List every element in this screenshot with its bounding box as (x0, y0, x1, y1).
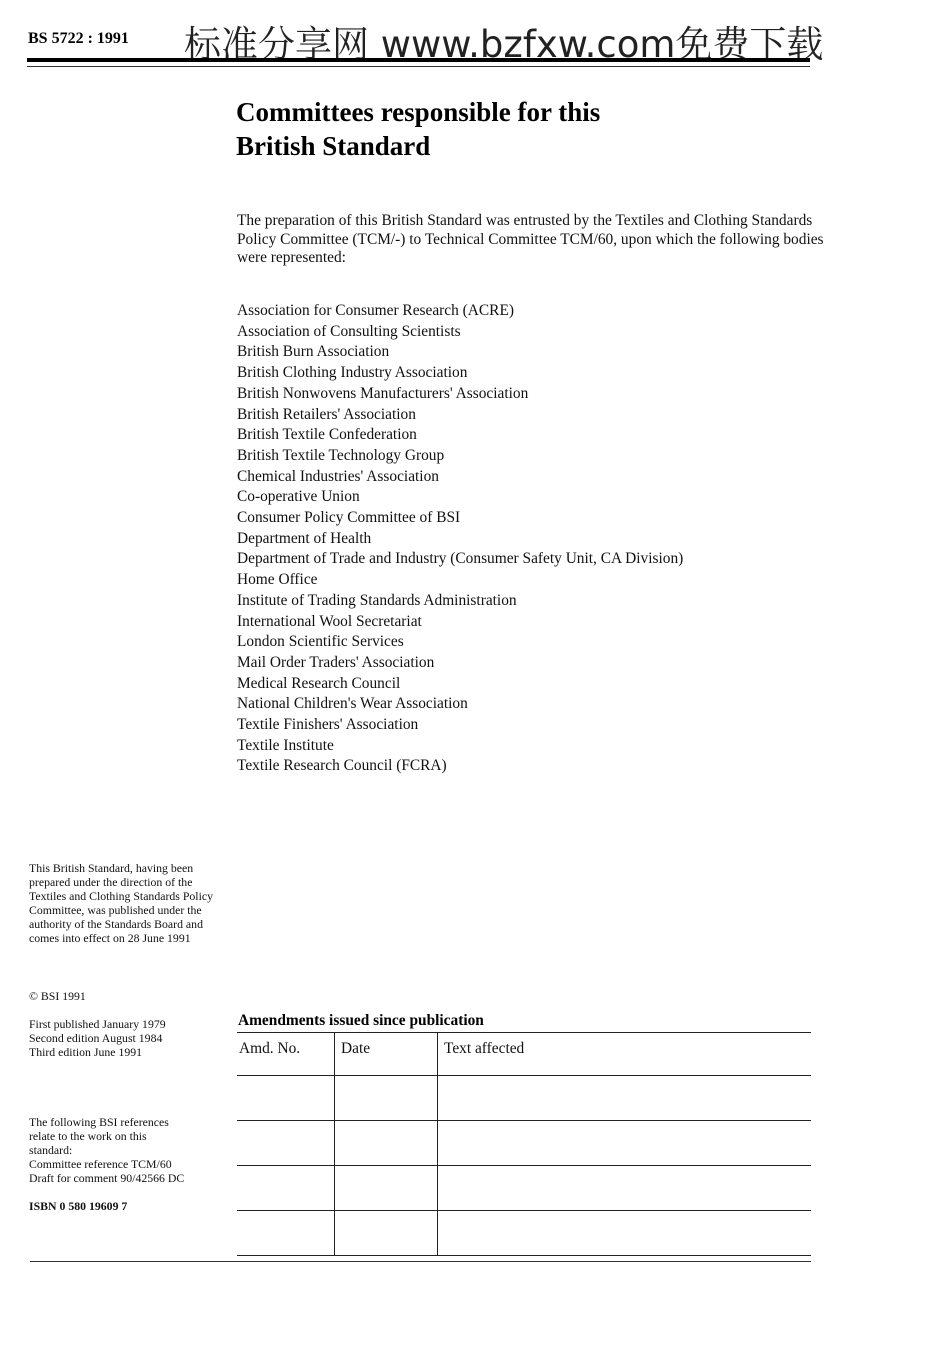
text-affected-cell (438, 1076, 812, 1121)
list-item: Consumer Policy Committee of BSI (237, 509, 461, 527)
list-item: Medical Research Council (237, 674, 401, 692)
watermark-download-text: 免费下载 (675, 23, 824, 66)
reference-line: relate to the work on this (29, 1129, 147, 1143)
edition-line: Third edition June 1991 (29, 1045, 143, 1059)
header-rule (27, 58, 810, 62)
table-row (237, 1121, 811, 1166)
column-header-date: Date (335, 1033, 438, 1076)
amendments-table (237, 1032, 811, 1256)
page-title (236, 95, 796, 163)
approval-note: This British Standard, having been prepared under the direction of the Textiles and Clothing Standards Policy Committee, was published under the authority of the Standards Board and comes into effect on 28 June 1991 (29, 861, 213, 945)
list-item: London Scientific Services (237, 633, 404, 651)
header-rule-thin (27, 66, 810, 67)
footer-rule (30, 1261, 811, 1262)
intro-paragraph: The preparation of this British Standard was entrusted by the Textiles and Clothing Standards Policy Committee (TCM/-) to Technical Committee TCM/60, upon which the following bodies were represented: (237, 212, 824, 266)
represented-bodies-list (237, 301, 837, 777)
reference-line: Committee reference TCM/60 (29, 1157, 172, 1171)
amendments-header-row (237, 1033, 811, 1076)
list-item: Co-operative Union (237, 488, 360, 506)
list-item: Mail Order Traders' Association (237, 653, 435, 671)
list-item: Chemical Industries' Association (237, 467, 439, 485)
list-item: Department of Health (237, 529, 372, 547)
reference-line: Draft for comment 90/42566 DC (29, 1171, 185, 1185)
reference-line: The following BSI references (29, 1115, 169, 1129)
date-cell (335, 1121, 438, 1166)
date-cell (335, 1076, 438, 1121)
date-cell (335, 1166, 438, 1211)
watermark-url: www.bzfxw.com (380, 23, 676, 66)
amendments-title: Amendments issued since publication (238, 1012, 484, 1029)
watermark-site-name: 标准分享网 (184, 23, 381, 66)
list-item: Association of Consulting Scientists (237, 322, 461, 340)
list-item: Department of Trade and Industry (Consumer Safety Unit, CA Division) (237, 550, 684, 568)
list-item: British Textile Confederation (237, 426, 417, 444)
reference-line: standard: (29, 1143, 73, 1157)
text-affected-cell (438, 1121, 812, 1166)
amd-no-cell (237, 1211, 335, 1256)
text-affected-cell (438, 1166, 812, 1211)
column-header-amd-no: Amd. No. (237, 1033, 335, 1076)
isbn: ISBN 0 580 19609 7 (29, 1199, 128, 1213)
page-title-line-1: Committees responsible for this (236, 97, 601, 127)
list-item: British Burn Association (237, 343, 390, 361)
table-row (237, 1076, 811, 1121)
list-item: British Nonwovens Manufacturers' Association (237, 384, 529, 402)
list-item: Association for Consumer Research (ACRE) (237, 302, 514, 319)
standard-number: BS 5722 : 1991 (28, 30, 129, 47)
copyright-notice: © BSI 1991 (29, 989, 86, 1003)
edition-line: Second edition August 1984 (29, 1031, 163, 1045)
table-row (237, 1166, 811, 1211)
list-item: British Clothing Industry Association (237, 364, 468, 382)
column-header-text-affected: Text affected (438, 1033, 812, 1076)
amd-no-cell (237, 1121, 335, 1166)
bsi-references (29, 1115, 229, 1185)
list-item: British Textile Technology Group (237, 446, 445, 464)
list-item: International Wool Secretariat (237, 612, 422, 630)
list-item: British Retailers' Association (237, 405, 416, 423)
page-title-line-2: British Standard (236, 131, 431, 161)
list-item: National Children's Wear Association (237, 695, 468, 713)
amd-no-cell (237, 1076, 335, 1121)
edition-history (29, 1017, 229, 1059)
list-item: Institute of Trading Standards Administration (237, 591, 517, 609)
text-affected-cell (438, 1211, 812, 1256)
list-item: Textile Research Council (FCRA) (237, 757, 447, 775)
amd-no-cell (237, 1166, 335, 1211)
date-cell (335, 1211, 438, 1256)
list-item: Textile Finishers' Association (237, 716, 419, 734)
list-item: Textile Institute (237, 736, 334, 754)
list-item: Home Office (237, 571, 318, 589)
table-row (237, 1211, 811, 1256)
edition-line: First published January 1979 (29, 1017, 166, 1031)
